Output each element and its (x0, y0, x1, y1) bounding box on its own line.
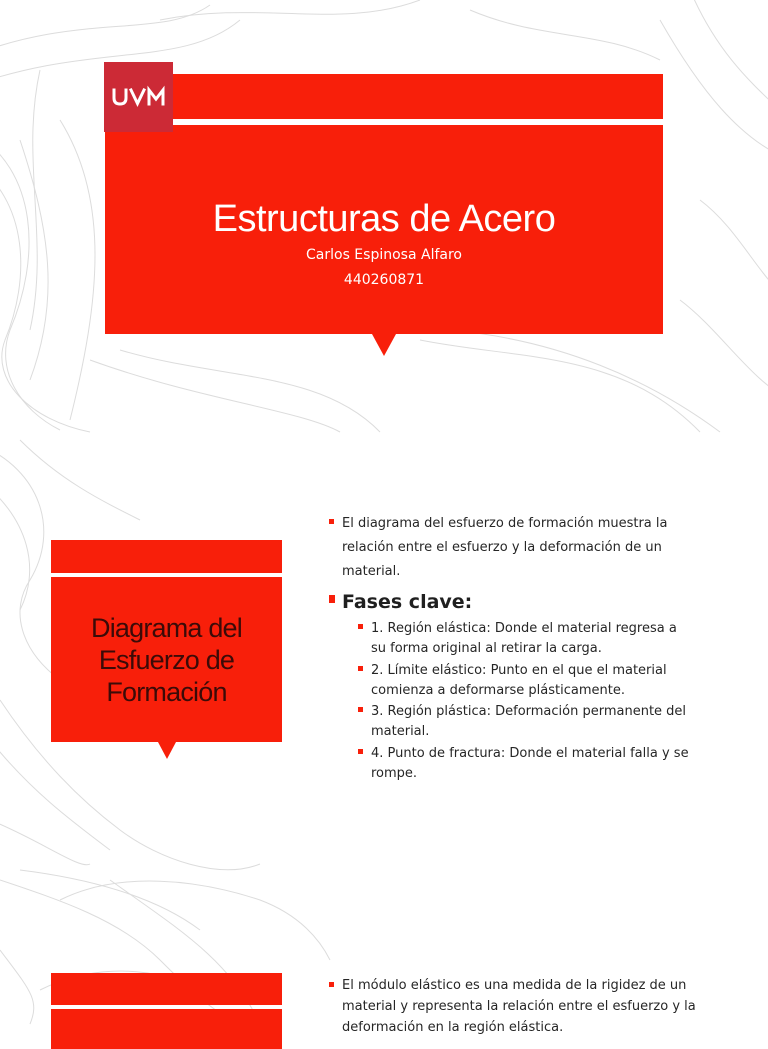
phases-list (358, 619, 698, 784)
title-header-bar (105, 74, 663, 119)
elastic-modulus-slide (0, 864, 768, 1035)
slide-body (328, 975, 698, 1038)
slide-title-panel (51, 577, 282, 742)
list-item: 1. Región elástica: Donde el material regresa a su forma original al retirar la carga. (358, 619, 694, 659)
slide-title: Diagrama del Esfuerzo de Formación (91, 612, 242, 707)
author-name: Carlos Espinosa Alfaro (306, 247, 462, 263)
slide-header-bar (51, 973, 282, 1005)
list-item: 4. Punto de fractura: Donde el material falla y se rompe. (358, 744, 694, 784)
intro-bullet: El diagrama del esfuerzo de formación muestra la relación entre el esfuerzo y la deformación de un material. (328, 512, 698, 584)
diagram-slide (0, 432, 768, 864)
title-slide (0, 0, 768, 432)
slide-body (328, 512, 698, 785)
student-id: 440260871 (343, 272, 425, 288)
title-panel-pointer (372, 334, 396, 356)
slide-title-panel (51, 1009, 282, 1049)
intro-bullet: El módulo elástico es una medida de la rigidez de un material y representa la relación entre el esfuerzo y la deformación en la región elástica. (328, 975, 698, 1038)
list-item: 2. Límite elástico: Punto en el que el material comienza a deformarse plásticamente. (358, 661, 694, 701)
phases-heading: Fases clave: (328, 590, 698, 614)
list-item: 3. Región plástica: Deformación permanente del material. (358, 702, 694, 742)
presentation-title: Estructuras de Acero (212, 198, 556, 240)
slide-title-pointer (158, 742, 176, 759)
slide-header-bar (51, 540, 282, 573)
uvm-logo (104, 62, 173, 132)
